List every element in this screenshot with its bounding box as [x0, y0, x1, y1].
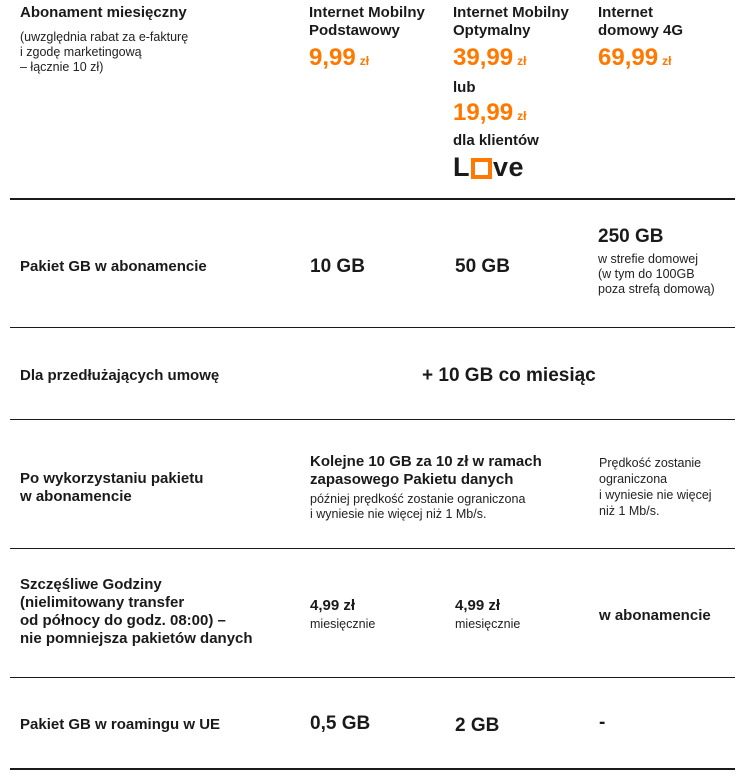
plan-optimal-name [453, 4, 569, 40]
header-label: Abonament miesięczny [20, 4, 187, 21]
gb-package-home [598, 226, 715, 297]
plan-home-price [598, 44, 683, 75]
label-line: od północy do godz. 08:00) – [20, 612, 226, 629]
header-note-line: – łącznie 10 zł) [20, 60, 104, 74]
love-logo-ve: ve [493, 152, 525, 182]
plan-name-line: Internet Mobilny [309, 4, 425, 21]
happy-hours-price: 4,99 zł [310, 597, 356, 614]
after-package-mobile-bold [310, 453, 542, 489]
note-line: i wyniesie nie więcej [599, 488, 712, 502]
plan-name-line: domowy 4G [598, 22, 684, 39]
after-package-mobile [310, 453, 542, 522]
plan-basic-name [309, 4, 425, 40]
label-line: Po wykorzystaniu pakietu [20, 470, 204, 487]
love-logo [453, 152, 569, 182]
price-currency: zł [662, 54, 672, 68]
love-logo-square [471, 158, 492, 179]
happy-hours-price: 4,99 zł [455, 597, 501, 614]
plan-optimal-alt-price [453, 99, 569, 130]
header-note-line: i zgodę marketingową [20, 45, 142, 59]
happy-hours-home: w abonamencie [599, 607, 711, 624]
header-note-line: (uwzględnia rabat za e-fakturę [20, 30, 189, 44]
gb-package-home-note [598, 252, 715, 297]
extension-value: + 10 GB co miesiąc [422, 365, 596, 386]
roaming-home: - [599, 712, 606, 733]
plan-basic [309, 4, 425, 75]
label-line: (nielimitowany transfer [20, 594, 185, 611]
happy-hours-label [20, 576, 253, 648]
happy-hours-basic [310, 597, 375, 632]
note-line: niż 1 Mb/s. [599, 504, 660, 518]
header-note [20, 30, 188, 75]
label-line: Szczęśliwe Godziny [20, 576, 162, 593]
gb-package-label: Pakiet GB w abonamencie [20, 258, 207, 275]
price-value: 19,99 [453, 99, 514, 126]
label-line: w abonamencie [20, 488, 132, 505]
plan-name-line: Optymalny [453, 22, 531, 39]
price-currency: zł [517, 54, 527, 68]
price-currency: zł [359, 54, 370, 68]
after-package-mobile-note [310, 492, 542, 522]
extension-label: Dla przedłużających umowę [20, 367, 220, 384]
gb-package-basic: 10 GB [310, 256, 365, 277]
note-line: (w tym do 100GB [598, 267, 695, 281]
note-line: poza strefą domową) [598, 282, 715, 296]
price-value: 39,99 [453, 44, 514, 71]
divider [10, 677, 735, 678]
label-line: nie pomniejsza pakietów danych [20, 630, 253, 647]
price-value: 69,99 [598, 44, 659, 71]
plan-basic-price [309, 44, 425, 75]
after-package-home [599, 455, 712, 519]
roaming-optimal: 2 GB [455, 715, 500, 736]
plan-name-line: Podstawowy [309, 22, 400, 39]
price-currency: zł [517, 109, 527, 123]
plan-home-name [598, 4, 683, 40]
note-line: ograniczona [599, 472, 668, 486]
bold-line: zapasowego Pakietu danych [310, 471, 514, 488]
price-value: 9,99 [309, 44, 356, 71]
divider [10, 327, 735, 328]
plan-name-line: Internet Mobilny [453, 4, 569, 21]
plan-name-line: Internet [598, 4, 654, 21]
note-line: później prędkość zostanie ograniczona [310, 492, 526, 506]
note-line: Prędkość zostanie [599, 456, 702, 470]
plan-optimal [453, 4, 569, 182]
divider [10, 198, 735, 200]
divider [10, 419, 735, 420]
note-line: w strefie domowej [598, 252, 699, 266]
love-logo-l: L [453, 152, 470, 182]
divider [10, 548, 735, 549]
happy-hours-period: miesięcznie [455, 617, 521, 631]
love-clients-note: dla klientów [453, 132, 539, 149]
or-text: lub [453, 79, 476, 96]
roaming-label: Pakiet GB w roamingu w UE [20, 716, 221, 733]
after-package-label [20, 470, 203, 506]
divider [10, 768, 735, 770]
happy-hours-optimal [455, 597, 520, 632]
happy-hours-period: miesięcznie [310, 617, 376, 631]
bold-line: Kolejne 10 GB za 10 zł w ramach [310, 453, 542, 470]
roaming-basic: 0,5 GB [310, 713, 371, 734]
plan-optimal-price [453, 44, 569, 75]
note-line: i wyniesie nie więcej niż 1 Mb/s. [310, 507, 487, 521]
gb-package-optimal: 50 GB [455, 256, 510, 277]
plan-home [598, 4, 683, 75]
gb-package-home-value: 250 GB [598, 226, 664, 247]
